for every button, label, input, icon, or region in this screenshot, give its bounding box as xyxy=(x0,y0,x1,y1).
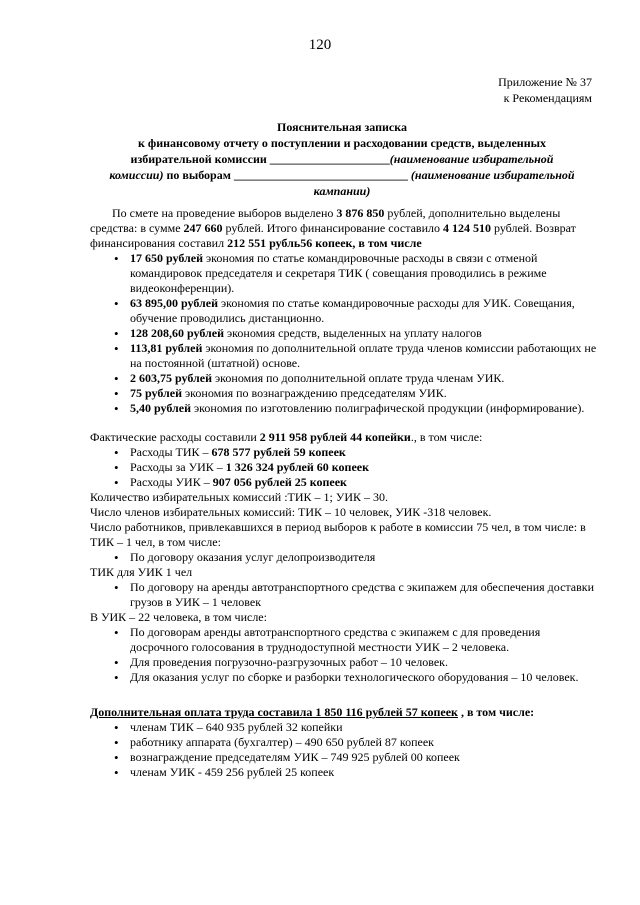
intro-text-2: рублей, дополнительно выделены средства: в сумме xyxy=(90,206,561,235)
savings-text: экономия по дополнительной оплате труда членам УИК. xyxy=(212,371,505,385)
savings-text: экономия по статье командировочные расходы в связи с отменой командировок председателя и секретаря ТИК ( совещания проводились в режиме видеоконференции). xyxy=(130,251,547,295)
page-number: 120 xyxy=(308,37,332,53)
expense-amount: 907 056 рублей 25 копеек xyxy=(212,475,347,489)
actual-expenses-paragraph xyxy=(90,430,600,445)
document-body xyxy=(90,206,600,780)
expense-amount: 678 577 рублей 59 копеек xyxy=(211,445,346,459)
list-item: • вознаграждение председателям УИК – 749 925 рублей 00 копеек xyxy=(90,750,600,765)
actual-total: 2 911 958 рублей 44 копейки xyxy=(259,430,411,444)
list-item xyxy=(90,460,600,475)
savings-amount: 63 895,00 рублей xyxy=(130,296,219,310)
extra-pay-list xyxy=(90,720,600,780)
list-item: • членам ТИК – 640 935 рублей 32 копейки xyxy=(90,720,600,735)
intro-paragraph xyxy=(90,206,600,251)
uik-list xyxy=(90,625,600,685)
expense-label: Расходы ТИК – xyxy=(130,445,212,459)
intro-return: 212 551 рубль56 копеек, в том числе xyxy=(227,236,422,250)
list-item xyxy=(90,296,600,326)
title-line-4: кампании) xyxy=(313,184,371,198)
savings-text: экономия по статье командировочные расходы для УИК. Совещания, обучение проводились дистанционно. xyxy=(130,296,575,325)
intro-text-1: По смете на проведение выборов выделено xyxy=(112,206,337,220)
tik-list xyxy=(90,550,600,565)
extra-pay-heading xyxy=(90,705,600,720)
workers-count: Число работников, привлекавшихся в период выборов к работе в комиссии 75 чел, в том числе: в ТИК – 1 чел, в том числе: xyxy=(90,520,586,549)
list-item xyxy=(90,341,600,371)
savings-amount: 5,40 рублей xyxy=(130,401,192,415)
list-item xyxy=(90,386,600,401)
list-item: • По договорам аренды автотранспортного средства с экипажем с для проведения досрочного голосования в труднодоступной местности УИК – 2 человека. xyxy=(90,625,600,655)
appendix-line-1: Приложение № 37 xyxy=(498,75,592,89)
tik-for-uik: ТИК для УИК 1 чел xyxy=(90,565,193,579)
expense-label: Расходы УИК – xyxy=(130,475,213,489)
intro-budget: 3 876 850 xyxy=(336,206,385,220)
intro-text-4: рублей. Возврат финансирования составил xyxy=(90,221,576,250)
expense-label: Расходы за УИК – xyxy=(130,460,226,474)
list-item: • По договору оказания услуг делопроизводителя xyxy=(90,550,600,565)
actual-text-2: ., в том числе: xyxy=(410,430,483,444)
intro-additional: 247 660 xyxy=(183,221,223,235)
list-item xyxy=(90,371,600,386)
title-line-3c: (наименование избирательной xyxy=(410,168,575,182)
savings-amount: 113,81 рублей xyxy=(130,341,203,355)
savings-text: экономия средств, выделенных на уплату налогов xyxy=(224,326,482,340)
list-item xyxy=(90,326,600,341)
savings-amount: 2 603,75 рублей xyxy=(130,371,213,385)
savings-list xyxy=(90,251,600,416)
document-title xyxy=(88,119,596,199)
savings-amount: 128 208,60 рублей xyxy=(130,326,225,340)
commissions-count: Количество избирательных комиссий :ТИК – 1; УИК – 30. xyxy=(90,490,389,504)
savings-amount: 75 рублей xyxy=(130,386,183,400)
tik-for-uik-list xyxy=(90,580,600,610)
appendix-line-2: к Рекомендациям xyxy=(503,91,592,105)
intro-total: 4 124 510 xyxy=(443,221,491,235)
savings-text: экономия по вознаграждению председателям УИК. xyxy=(182,386,447,400)
actual-text-1: Фактические расходы составили xyxy=(90,430,260,444)
savings-text: экономия по дополнительной оплате труда членов комиссии работающих не на постоянной (штатной) основе. xyxy=(130,341,597,370)
list-item xyxy=(90,401,600,416)
list-item: • работнику аппарата (бухгалтер) – 490 650 рублей 87 копеек xyxy=(90,735,600,750)
title-line-2b: (наименование избирательной xyxy=(389,152,554,166)
list-item: • По договору на аренды автотранспортного средства с экипажем для обеспечения доставки грузов в УИК – 1 человек xyxy=(90,580,600,610)
savings-text: экономия по изготовлению полиграфической продукции (информирование). xyxy=(191,401,585,415)
savings-amount: 17 650 рублей xyxy=(130,251,204,265)
extra-pay-total: Дополнительная оплата труда составила 1 850 116 рублей 57 копеек xyxy=(90,705,458,719)
list-item xyxy=(90,251,600,296)
title-line-1: к финансовому отчету о поступлении и расходовании средств, выделенных xyxy=(138,136,546,150)
expenses-list xyxy=(90,445,600,490)
list-item xyxy=(90,445,600,460)
members-count: Число членов избирательных комиссий: ТИК – 10 человек, УИК -318 человек. xyxy=(90,505,492,519)
list-item: • Для оказания услуг по сборке и разборки технологического оборудования – 10 человек. xyxy=(90,670,600,685)
list-item: • Для проведения погрузочно-разгрузочных работ – 10 человек. xyxy=(90,655,600,670)
appendix-note xyxy=(498,74,592,106)
title-line-2a: избирательной комиссии ____________________ xyxy=(130,152,390,166)
title-line-3a: комиссии) xyxy=(109,168,164,182)
uik-header: В УИК – 22 человека, в том числе: xyxy=(90,610,267,624)
expense-amount: 1 326 324 рублей 60 копеек xyxy=(225,460,370,474)
title-main: Пояснительная записка xyxy=(276,120,407,134)
list-item: • членам УИК - 459 256 рублей 25 копеек xyxy=(90,765,600,780)
intro-text-3: рублей. Итого финансирование составило xyxy=(222,221,443,235)
list-item xyxy=(90,475,600,490)
extra-pay-rest: , в том числе: xyxy=(457,705,535,719)
title-line-3b: по выборам _____________________________ xyxy=(163,168,411,182)
